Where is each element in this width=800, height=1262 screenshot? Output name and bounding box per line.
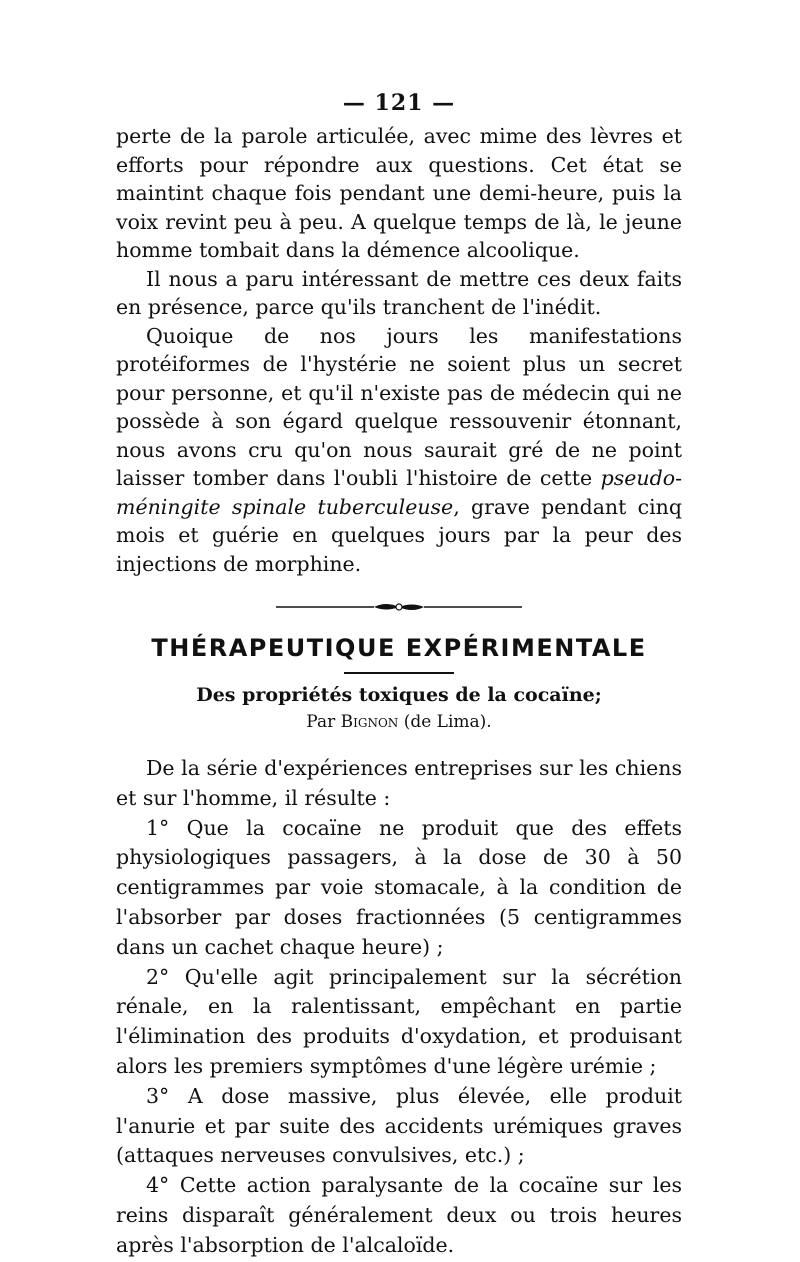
paragraph: perte de la parole articulée, avec mime des lèvres et efforts pour répondre aux questions. Cet état se maintint chaque fois pendant une demi-heure, puis la voix revint peu à peu. A quelque temps de là, le jeune homme tombait dans la démence alcoolique.	[116, 124, 682, 262]
list-item: 1° Que la cocaïne ne produit que des effets physiologiques passagers, à la dose de 30 à 50 centigrammes par voie stomacale, à la condition de l'absorber par doses fractionnées (5 centigrammes dans un cachet chaque heure) ;	[116, 815, 682, 959]
author-name: Bignon	[340, 712, 399, 732]
list-item: 2° Qu'elle agit principalement sur la sécrétion rénale, en la ralentissant, empêchant en partie l'élimination des produits d'oxydation, et produisant alors les premiers symptômes d'une légère urémie ;	[116, 964, 682, 1078]
paragraph-text: Quoique de nos jours les manifestations protéiformes de l'hystérie ne soient plus un secret pour personne, et qu'il n'existe pas de médecin qui ne possède à son égard quelque ressouvenir étonnant, nous avons cru qu'on nous saurait gré de ne point laisser tomber dans l'oubli l'histoire de cette	[116, 323, 682, 490]
paragraph	[116, 322, 682, 579]
section-title: THÉRAPEUTIQUE EXPÉRIMENTALE	[151, 634, 647, 662]
paragraph-text: , grave pendant cinq mois et guérie en quelques jours par la peur des injections de morphine.	[116, 494, 683, 576]
byline: Par Bignon (de Lima).	[306, 712, 492, 732]
article-body	[116, 754, 682, 1261]
ornamental-rule	[274, 600, 524, 614]
article-title: Des propriétés toxiques de la cocaïne;	[196, 684, 602, 706]
list-item: 3° A dose massive, plus élevée, elle produit l'anurie et par suite des accidents urémiques graves (attaques nerveuses convulsives, etc.) ;	[116, 1083, 682, 1168]
list-item: 4° Cette action paralysante de la cocaïne sur les reins disparaît généralement deux ou trois heures après l'absorption de l'alcaloïde.	[116, 1173, 682, 1257]
document-page	[116, 90, 682, 1261]
title-divider	[344, 672, 454, 674]
page-number: — 121 —	[342, 90, 456, 116]
paragraph: Il nous a paru intéressant de mettre ces deux faits en présence, parce qu'ils tranchent de l'inédit.	[116, 266, 682, 319]
paragraph: De la série d'expériences entreprises sur les chiens et sur l'homme, il résulte :	[116, 756, 682, 810]
italic-term: pseudo-méningite spinale tuberculeuse	[116, 466, 682, 519]
